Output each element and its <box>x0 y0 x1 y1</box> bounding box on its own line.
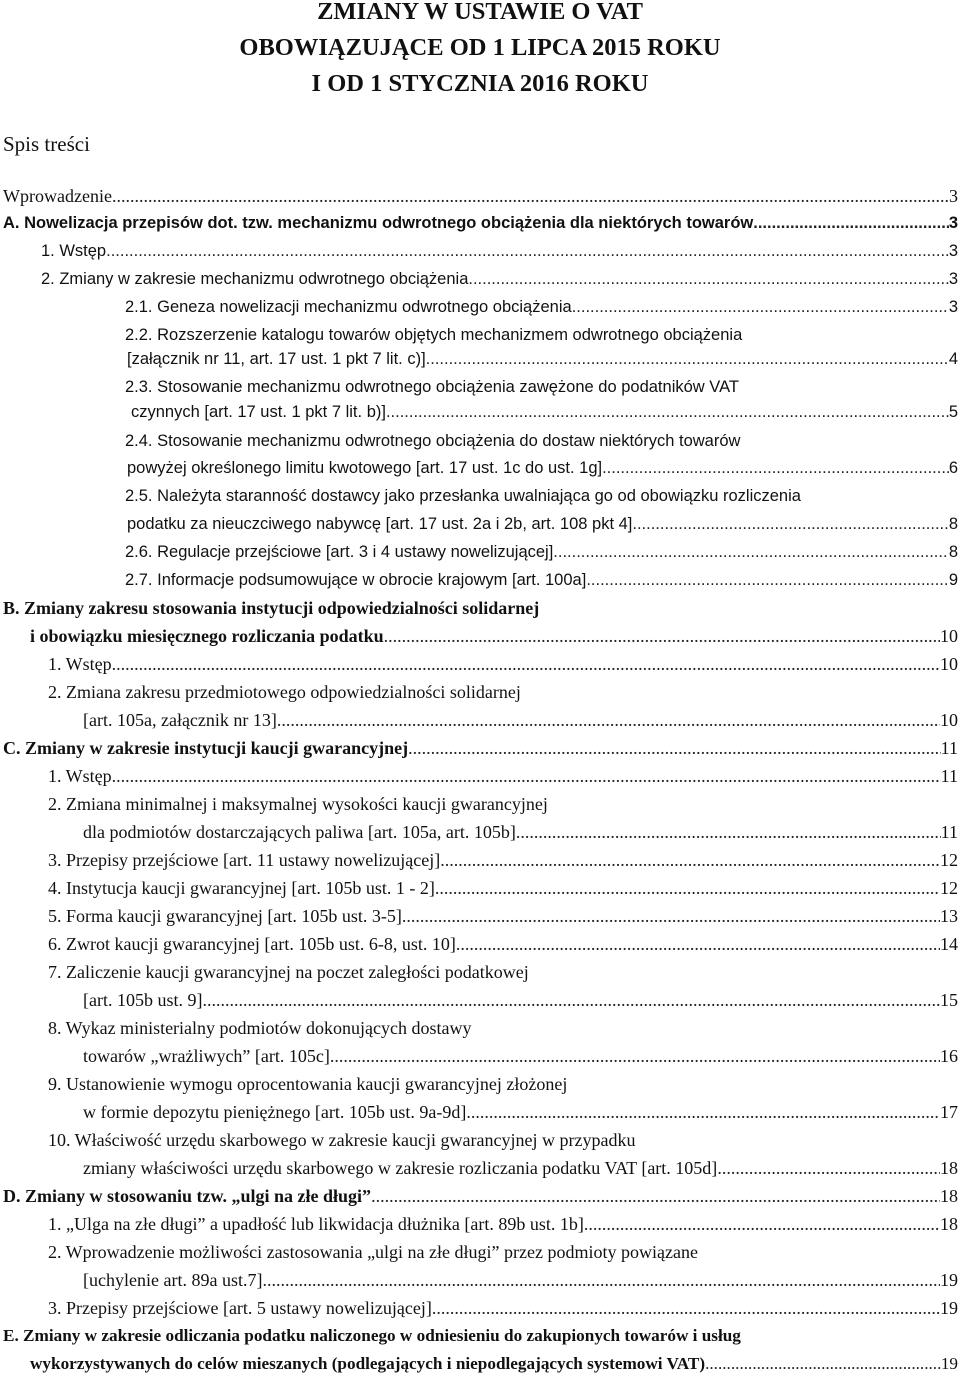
toc-entry-continuation[interactable] <box>0 345 958 373</box>
toc-entry-text: 10. Właściwość urzędu skarbowego w zakresie kaucji gwarancyjnej w przypadku <box>48 1130 636 1150</box>
toc-entry[interactable] <box>0 930 958 958</box>
toc-leader <box>632 510 948 538</box>
toc-entry[interactable] <box>0 650 958 678</box>
toc-leader <box>262 1266 940 1294</box>
toc-entry-text: [załącznik nr 11, art. 17 ust. 1 pkt 7 lit. c)] <box>127 350 426 368</box>
toc-page-number: 3 <box>948 242 958 260</box>
toc-entry-continuation[interactable] <box>0 1098 958 1126</box>
toc-entry-text: 1. Wstęp <box>48 654 112 674</box>
toc-entry[interactable] <box>0 265 958 293</box>
toc-entry[interactable] <box>0 902 958 930</box>
toc-entry-text: dla podmiotów dostarczających paliwa [art. 105a, art. 105b] <box>83 822 516 842</box>
toc-entry-continuation[interactable] <box>0 454 958 482</box>
toc-entry-continuation[interactable] <box>0 818 958 846</box>
toc-section-entry[interactable] <box>0 734 958 762</box>
toc-page-number: 8 <box>948 515 958 533</box>
toc-entry-text: 2.6. Regulacje przejściowe [art. 3 i 4 ustawy nowelizującej] <box>125 543 554 561</box>
toc-page-number: 12 <box>940 878 958 898</box>
toc-entry-text: 1. „Ulga na złe długi” a upadłość lub likwidacja dłużnika [art. 89b ust. 1b] <box>48 1214 584 1234</box>
toc-leader <box>408 734 941 762</box>
toc-entry-continuation[interactable] <box>0 1042 958 1070</box>
toc-entry-continuation[interactable] <box>0 510 958 538</box>
toc-leader <box>112 762 941 790</box>
toc-page-number: 10 <box>940 626 958 646</box>
toc-entry[interactable] <box>0 1294 958 1322</box>
toc-section-entry[interactable] <box>0 1322 958 1350</box>
toc-leader <box>384 622 940 650</box>
toc-entry[interactable] <box>0 958 958 986</box>
toc-entry-text: 2. Zmiana minimalnej i maksymalnej wysokości kaucji gwarancyjnej <box>48 794 548 814</box>
toc-entry-text: powyżej określonego limitu kwotowego [art. 17 ust. 1c do ust. 1g] <box>127 459 603 477</box>
toc-leader <box>112 650 940 678</box>
toc-page-number: 18 <box>940 1158 958 1178</box>
title-line-2: OBOWIĄZUJĄCE OD 1 LIPCA 2015 ROKU <box>239 34 721 61</box>
toc-entry[interactable] <box>0 790 958 818</box>
toc-page-number: 5 <box>948 403 958 421</box>
toc-entry[interactable] <box>0 538 958 566</box>
toc-entry-text: C. Zmiany w zakresie instytucji kaucji gwarancyjnej <box>3 738 409 758</box>
toc-entry[interactable] <box>0 482 958 510</box>
toc-leader <box>440 846 940 874</box>
toc-entry[interactable] <box>0 1238 958 1266</box>
toc-page-number: 18 <box>940 1186 958 1206</box>
toc-page-number: 3 <box>948 270 958 288</box>
toc-entry-text: 2.7. Informacje podsumowujące w obrocie krajowym [art. 100a] <box>125 571 587 589</box>
toc-entry[interactable] <box>0 678 958 706</box>
toc-page-number: 13 <box>940 906 958 926</box>
toc-entry-text: 1. Wstęp <box>48 766 112 786</box>
toc-entry-text: czynnych [art. 17 ust. 1 pkt 7 lit. b)] <box>131 403 386 421</box>
toc-page-number: 16 <box>940 1046 958 1066</box>
toc-page-number: 9 <box>948 571 958 589</box>
toc-leader <box>330 1042 940 1070</box>
toc-entry-continuation[interactable] <box>0 1266 958 1294</box>
toc-page-number: 3 <box>948 298 958 316</box>
toc-entry[interactable] <box>0 1070 958 1098</box>
toc-page-number: 11 <box>940 766 958 786</box>
toc-entry-text: 2. Zmiany w zakresie mechanizmu odwrotnego obciążenia <box>41 270 469 288</box>
toc-entry-text: wykorzystywanych do celów mieszanych (podlegających i niepodlegających systemowi VAT) <box>30 1354 706 1373</box>
toc-leader <box>106 237 949 265</box>
toc-entry-continuation[interactable] <box>0 1154 958 1182</box>
toc-entry-text: 2.4. Stosowanie mechanizmu odwrotnego obciążenia do dostaw niektórych towarów <box>125 432 741 450</box>
toc-leader <box>402 902 940 930</box>
toc-entry-text: 2.3. Stosowanie mechanizmu odwrotnego obciążenia zawężone do podatników VAT <box>125 378 739 396</box>
toc-page-number: 14 <box>940 934 958 954</box>
toc-entry-text: 2. Wprowadzenie możliwości zastosowania „ulgi na złe długi” przez podmioty powiązane <box>48 1242 698 1262</box>
toc-page-number: 11 <box>940 822 958 842</box>
toc-page-number: 11 <box>940 738 958 758</box>
toc-entry-text: 2. Zmiana zakresu przedmiotowego odpowiedzialności solidarnej <box>48 682 521 702</box>
toc-leader <box>584 1210 940 1238</box>
toc-entry-text: podatku za nieuczciwego nabywcę [art. 17 ust. 2a i 2b, art. 108 pkt 4] <box>127 515 633 533</box>
toc-entry-text: zmiany właściwości urzędu skarbowego w zakresie rozliczania podatku VAT [art. 105d] <box>83 1158 718 1178</box>
toc-leader <box>705 1350 941 1378</box>
toc-leader <box>553 538 949 566</box>
toc-page-number: 10 <box>940 710 958 730</box>
toc-page-number: 15 <box>940 990 958 1010</box>
toc-entry-text: i obowiązku miesięcznego rozliczania podatku <box>30 626 384 646</box>
toc-leader <box>456 930 940 958</box>
toc-heading: Spis treści <box>3 132 90 156</box>
toc-entry-text: 3. Przepisy przejściowe [art. 11 ustawy nowelizującej] <box>48 850 441 870</box>
toc-entry-text: 7. Zaliczenie kaucji gwarancyjnej na poczet zaległości podatkowej <box>48 962 529 982</box>
toc-page-number: 3 <box>948 214 958 232</box>
toc-leader <box>572 293 949 321</box>
toc-entry-text: w formie depozytu pieniężnego [art. 105b ust. 9a-9d] <box>83 1102 467 1122</box>
toc-entry-text: 5. Forma kaucji gwarancyjnej [art. 105b ust. 3-5] <box>48 906 402 926</box>
toc-leader <box>371 1182 940 1210</box>
toc-leader <box>717 1154 940 1182</box>
toc-entry-text: 6. Zwrot kaucji gwarancyjnej [art. 105b ust. 6-8, ust. 10] <box>48 934 456 954</box>
toc-leader <box>426 345 949 373</box>
toc-leader <box>602 454 949 482</box>
toc-entry-text: [uchylenie art. 89a ust.7] <box>83 1270 263 1290</box>
toc-page-number: 19 <box>940 1298 958 1318</box>
toc-entry-continuation[interactable] <box>0 706 958 734</box>
toc-entry-text: B. Zmiany zakresu stosowania instytucji odpowiedzialności solidarnej <box>3 598 540 618</box>
toc-entry-text: A. Nowelizacja przepisów dot. tzw. mechanizmu odwrotnego obciążenia dla niektórych towarów <box>3 214 754 232</box>
toc-entry[interactable] <box>0 1014 958 1042</box>
toc-entry-text: 8. Wykaz ministerialny podmiotów dokonujących dostawy <box>48 1018 472 1038</box>
toc-page-number: 18 <box>940 1214 958 1234</box>
toc-page-number: 10 <box>940 654 958 674</box>
toc-page-number: 4 <box>948 350 958 368</box>
toc-entry-continuation[interactable] <box>0 1350 958 1378</box>
toc-entry[interactable] <box>0 1126 958 1154</box>
toc-page-number: 8 <box>948 543 958 561</box>
toc-page-number: 17 <box>940 1102 958 1122</box>
toc-entry[interactable] <box>0 373 958 401</box>
toc-entry-text: [art. 105a, załącznik nr 13] <box>83 710 277 730</box>
toc-leader <box>466 1098 940 1126</box>
toc-leader <box>386 398 949 426</box>
toc-entry[interactable] <box>0 566 958 594</box>
toc-leader <box>586 566 949 594</box>
toc-entry[interactable] <box>0 293 958 321</box>
toc-leader <box>516 818 941 846</box>
toc-entry-text: 2.2. Rozszerzenie katalogu towarów objętych mechanizmem odwrotnego obciążenia <box>125 326 743 344</box>
title-line-3: I OD 1 STYCZNIA 2016 ROKU <box>311 70 649 97</box>
title-line-1: ZMIANY W USTAWIE O VAT <box>317 0 643 25</box>
toc-leader <box>753 209 949 237</box>
toc-page-number: 6 <box>948 459 958 477</box>
toc-leader <box>435 874 940 902</box>
toc-entry[interactable] <box>0 762 958 790</box>
toc-entry-text: 1. Wstęp <box>41 242 107 260</box>
toc-entry[interactable] <box>0 182 958 210</box>
toc-entry-text: D. Zmiany w stosowaniu tzw. „ulgi na złe długi” <box>3 1186 372 1206</box>
toc-leader <box>202 986 940 1014</box>
toc-entry-continuation[interactable] <box>0 398 958 426</box>
toc-entry-text: [art. 105b ust. 9] <box>83 990 203 1010</box>
toc-page-number: 3 <box>949 186 958 206</box>
toc-entry-text: Wprowadzenie <box>3 186 112 206</box>
toc-entry[interactable] <box>0 209 958 237</box>
toc-entry-text: 2.1. Geneza nowelizacji mechanizmu odwrotnego obciążenia <box>125 298 572 316</box>
toc-entry-text: E. Zmiany w zakresie odliczania podatku naliczonego w odniesieniu do zakupionych towarów i usług <box>3 1326 741 1345</box>
toc-leader <box>112 182 949 210</box>
toc-entry-text: 3. Przepisy przejściowe [art. 5 ustawy nowelizującej] <box>48 1298 432 1318</box>
toc-entry[interactable] <box>0 874 958 902</box>
toc-entry-continuation[interactable] <box>0 986 958 1014</box>
toc-entry[interactable] <box>0 237 958 265</box>
toc-entry-text: 4. Instytucja kaucji gwarancyjnej [art. 105b ust. 1 - 2] <box>48 878 435 898</box>
toc-entry[interactable] <box>0 427 958 455</box>
toc-entry[interactable] <box>0 846 958 874</box>
toc-leader <box>277 706 940 734</box>
toc-section-entry[interactable] <box>0 594 958 622</box>
toc-page-number: 12 <box>940 850 958 870</box>
toc-entry[interactable] <box>0 1210 958 1238</box>
toc-page-number: 19 <box>940 1270 958 1290</box>
toc-page-number: 19 <box>940 1354 958 1373</box>
toc-leader <box>432 1294 940 1322</box>
toc-section-entry[interactable] <box>0 1182 958 1210</box>
toc-entry-text: 2.5. Należyta staranność dostawcy jako przesłanka uwalniająca go od obowiązku rozliczenia <box>125 487 801 505</box>
document-title <box>0 0 960 102</box>
toc-leader <box>468 265 948 293</box>
toc-entry-text: 9. Ustanowienie wymogu oprocentowania kaucji gwarancyjnej złożonej <box>48 1074 568 1094</box>
toc-entry-text: towarów „wrażliwych” [art. 105c] <box>83 1046 330 1066</box>
toc-entry-continuation[interactable] <box>0 622 958 650</box>
